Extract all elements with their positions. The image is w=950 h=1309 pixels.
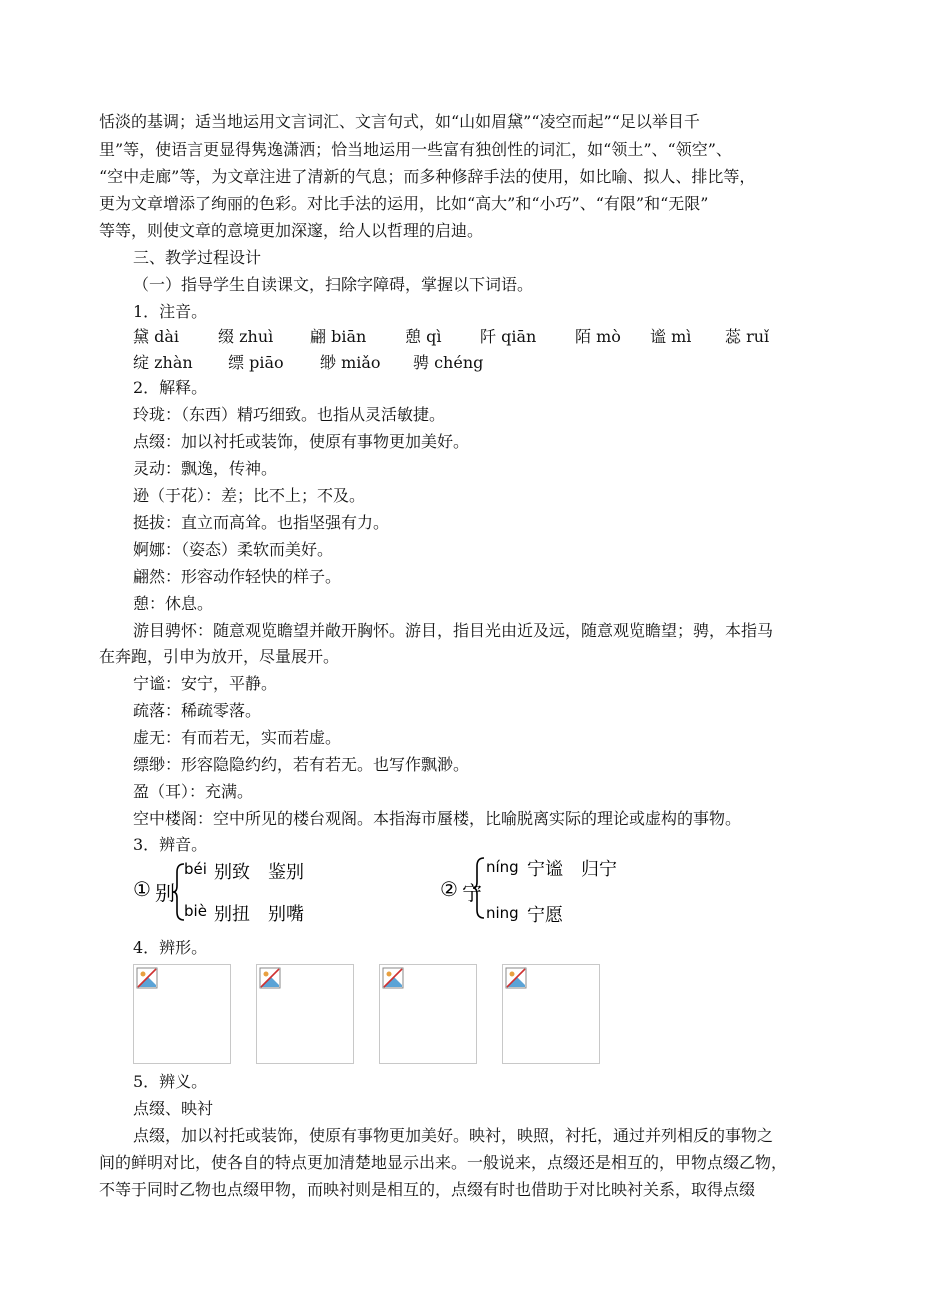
definition: 点缀：加以衬托或装饰，使原有事物更加美好。 [133, 432, 470, 451]
circled-number: ② [440, 877, 458, 901]
item-heading-bianyin: 3．辨音。 [133, 835, 208, 854]
image-placeholder [502, 964, 600, 1064]
item-heading-bianyi: 5．辨义。 [133, 1072, 208, 1091]
image-placeholder [379, 964, 477, 1064]
paragraph-line: 里”等，使语言更显得隽逸潇洒；恰当地运用一些富有独创性的词汇，如“领土”、“领空”、 [99, 140, 732, 159]
definition: 空中楼阁：空中所见的楼台观阁。本指海市蜃楼，比喻脱离实际的理论或虚构的事物。 [133, 809, 742, 828]
pinyin-label: biè [184, 902, 207, 920]
pinyin-entry: 绽 zhàn [133, 353, 193, 372]
pinyin-entry: 缈 miǎo [320, 353, 381, 372]
definition: 憩：休息。 [133, 594, 214, 613]
paragraph-line: 间的鲜明对比，使各自的特点更加清楚地显示出来。一般说来，点缀还是相互的，甲物点缀乙物， [99, 1153, 788, 1172]
pinyin-label: ning [486, 904, 519, 922]
definition: 盈（耳）：充满。 [133, 782, 254, 801]
word-pair: 别扭 别嘴 [214, 904, 304, 925]
brace-icon [472, 856, 486, 920]
circled-number: ① [133, 877, 151, 901]
pinyin-entry: 阡 qiān [480, 327, 537, 346]
definition: 灵动：飘逸，传神。 [133, 459, 278, 478]
image-placeholder [256, 964, 354, 1064]
definition: 宁谧：安宁，平静。 [133, 674, 278, 693]
item-heading-jieshi: 2．解释。 [133, 378, 208, 397]
paragraph-line: 恬淡的基调；适当地运用文言词汇、文言句式，如“山如眉黛”“凌空而起”“足以举目千 [99, 112, 700, 131]
step-heading: （一）指导学生自读课文，扫除字障碍，掌握以下词语。 [133, 275, 534, 294]
pinyin-label: níng [486, 858, 519, 876]
definition: 玲珑：（东西）精巧细致。也指从灵活敏捷。 [133, 405, 446, 424]
item-heading-zhuyin: 1．注音。 [133, 302, 208, 321]
paragraph-line: 不等于同时乙物也点缀甲物，而映衬则是相互的，点缀有时也借助于对比映衬关系，取得点缀 [99, 1180, 756, 1199]
pinyin-entry: 蕊 ruǐ [725, 327, 770, 346]
definition-continued: 在奔跑，引申为放开，尽量展开。 [99, 647, 340, 666]
word-pair: 别致 鉴别 [214, 862, 304, 883]
definition: 逊（于花）：差；比不上；不及。 [133, 486, 366, 505]
pinyin-entry: 陌 mò [575, 327, 621, 346]
target-char: 宁 [462, 881, 482, 905]
paragraph-line: 更为文章增添了绚丽的色彩。对比手法的运用，比如“高大”和“小巧”、“有限”和“无限” [99, 194, 709, 213]
pinyin-entry: 缀 zhuì [218, 327, 274, 346]
image-placeholder [133, 964, 231, 1064]
pinyin-entry: 谧 mì [650, 327, 692, 346]
section-heading: 三、教学过程设计 [133, 248, 262, 267]
pinyin-entry: 缥 piāo [228, 353, 284, 372]
paragraph-line: 点缀，加以衬托或装饰，使原有事物更加美好。映衬，映照，衬托，通过并列相反的事物之 [133, 1126, 774, 1145]
item-heading-bianxing: 4．辨形。 [133, 938, 208, 957]
word-pair: 宁谧 归宁 [527, 859, 617, 880]
paragraph-line: 等等，则使文章的意境更加深邃，给人以哲理的启迪。 [99, 221, 484, 240]
word-pair-heading: 点缀、映衬 [133, 1099, 214, 1118]
broken-image-icon [382, 967, 404, 989]
pinyin-entry: 骋 chéng [413, 353, 484, 372]
definition: 翩然：形容动作轻快的样子。 [133, 567, 342, 586]
paragraph-line: “空中走廊”等，为文章注进了清新的气息；而多种修辞手法的使用，如比喻、拟人、排比等， [99, 167, 756, 186]
pinyin-entry: 黛 dài [133, 327, 179, 346]
broken-image-icon [259, 967, 281, 989]
pinyin-entry: 翩 biān [310, 327, 367, 346]
definition: 虚无：有而若无，实而若虚。 [133, 728, 342, 747]
pinyin-label: béi [184, 860, 207, 878]
definition: 游目骋怀：随意观览瞻望并敞开胸怀。游目，指目光由近及远，随意观览瞻望；骋，本指马 [133, 621, 774, 640]
pinyin-entry: 憩 qì [405, 327, 442, 346]
word-pair: 宁愿 [527, 905, 563, 926]
definition: 挺拔：直立而高耸。也指坚强有力。 [133, 513, 390, 532]
definition: 疏落：稀疏零落。 [133, 701, 262, 720]
broken-image-icon [505, 967, 527, 989]
definition: 婀娜：（姿态）柔软而美好。 [133, 540, 334, 559]
target-char: 别 [155, 881, 175, 905]
definition: 缥缈：形容隐隐约约，若有若无。也写作飘渺。 [133, 755, 470, 774]
broken-image-icon [136, 967, 158, 989]
